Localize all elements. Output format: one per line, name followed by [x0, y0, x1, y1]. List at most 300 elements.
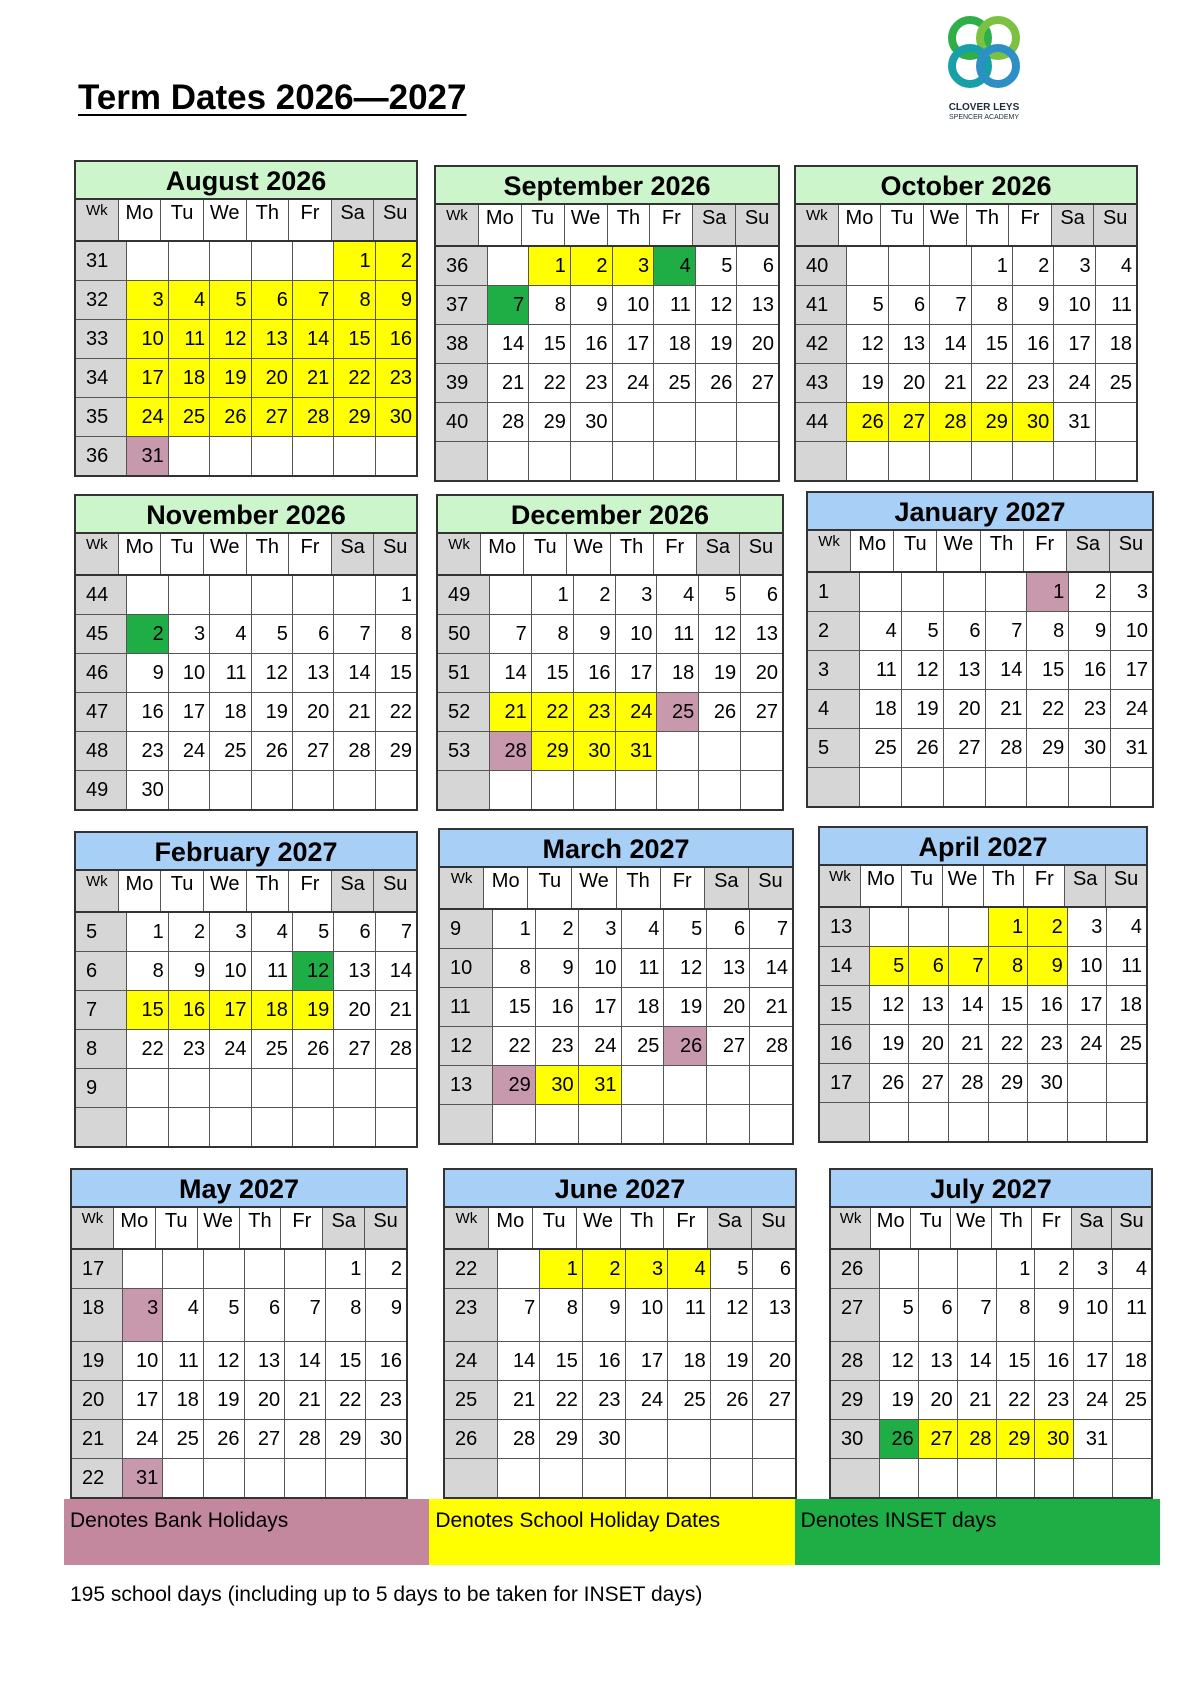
day-header: Th: [239, 1208, 281, 1248]
day-header: Mo: [488, 1208, 532, 1248]
day-cell: 1: [333, 242, 374, 280]
day-cell: 27: [251, 398, 292, 436]
week-row: [76, 398, 416, 437]
empty-day-cell: [162, 1250, 203, 1288]
day-cell: 4: [162, 1289, 203, 1341]
empty-day-cell: [209, 771, 250, 809]
day-cell: 13: [333, 952, 374, 990]
week-number: 40: [796, 247, 846, 285]
day-cell: 26: [251, 732, 292, 770]
empty-day-cell: [901, 768, 943, 806]
week-number-header: Wk: [831, 1208, 870, 1248]
empty-day-cell: [929, 247, 970, 285]
empty-day-cell: [710, 1420, 753, 1458]
day-header-row: [820, 866, 1146, 908]
day-header: Th: [991, 1208, 1031, 1248]
empty-day-cell: [573, 771, 615, 809]
day-cell: 15: [971, 325, 1012, 363]
week-row: [820, 1064, 1146, 1103]
empty-day-cell: [706, 1105, 749, 1143]
day-cell: 19: [203, 1381, 244, 1419]
week-number-header: Wk: [76, 871, 118, 911]
empty-day-cell: [251, 771, 292, 809]
day-cell: 17: [122, 1381, 163, 1419]
day-cell: 5: [292, 913, 333, 951]
day-cell: 11: [667, 1289, 710, 1341]
week-number: 38: [436, 325, 487, 363]
day-cell: 31: [1073, 1420, 1112, 1458]
empty-day-cell: [957, 1250, 996, 1288]
week-row: [72, 1420, 406, 1459]
week-row: [76, 1069, 416, 1108]
day-cell: 16: [126, 693, 167, 731]
week-row: [796, 325, 1136, 364]
day-header: Sa: [322, 1208, 364, 1248]
empty-day-cell: [943, 768, 985, 806]
day-header: Tu: [521, 205, 564, 245]
week-number: 47: [76, 693, 126, 731]
day-cell: 7: [333, 615, 374, 653]
empty-day-cell: [292, 242, 333, 280]
day-cell: 19: [292, 991, 333, 1029]
week-row: [808, 612, 1152, 651]
month-calendar: [74, 160, 418, 477]
day-cell: 18: [621, 988, 664, 1026]
empty-day-cell: [985, 768, 1027, 806]
day-cell: 25: [1095, 364, 1136, 402]
day-cell: 14: [487, 325, 529, 363]
week-row: [438, 693, 782, 732]
week-number: 5: [76, 913, 126, 951]
day-header-row: [76, 871, 416, 913]
empty-day-cell: [168, 437, 209, 475]
day-cell: 8: [988, 947, 1028, 985]
empty-day-cell: [284, 1459, 325, 1497]
day-cell: 2: [375, 242, 416, 280]
day-cell: 29: [492, 1066, 535, 1104]
day-header: Su: [1105, 866, 1146, 906]
day-cell: 24: [578, 1027, 621, 1065]
day-cell: 15: [531, 654, 573, 692]
day-cell: 25: [162, 1420, 203, 1458]
day-cell: 23: [168, 1030, 209, 1068]
week-row: [808, 651, 1152, 690]
day-header: We: [203, 200, 246, 240]
day-cell: 28: [948, 1064, 988, 1102]
day-cell: 29: [996, 1420, 1035, 1458]
empty-day-cell: [869, 1103, 909, 1141]
week-number-header: Wk: [438, 534, 480, 574]
empty-day-cell: [528, 442, 570, 480]
day-cell: 29: [539, 1420, 582, 1458]
empty-day-cell: [929, 442, 970, 480]
day-header: Th: [983, 866, 1024, 906]
week-number-header: Wk: [76, 534, 118, 574]
empty-day-cell: [901, 573, 943, 611]
day-cell: 6: [244, 1289, 285, 1341]
day-cell: 17: [612, 325, 654, 363]
day-cell: 16: [1012, 325, 1053, 363]
day-cell: 5: [663, 910, 706, 948]
week-row: [831, 1381, 1151, 1420]
day-cell: 28: [985, 729, 1027, 767]
day-cell: 4: [168, 281, 209, 319]
day-cell: 17: [1073, 1342, 1112, 1380]
week-number-header: Wk: [796, 205, 838, 245]
day-cell: 15: [988, 986, 1028, 1024]
day-cell: 22: [375, 693, 416, 731]
day-cell: 1: [492, 910, 535, 948]
day-cell: 4: [209, 615, 250, 653]
month-title: July 2027: [831, 1170, 1151, 1208]
day-cell: 23: [582, 1381, 625, 1419]
day-cell: 3: [168, 615, 209, 653]
week-row: [438, 771, 782, 809]
day-cell: 22: [1026, 690, 1068, 728]
day-cell: 9: [168, 952, 209, 990]
day-cell: 19: [663, 988, 706, 1026]
day-cell: 20: [251, 359, 292, 397]
empty-day-cell: [710, 1459, 753, 1497]
empty-day-cell: [292, 771, 333, 809]
day-cell: 28: [929, 403, 970, 441]
week-number: 27: [831, 1289, 879, 1341]
week-row: [72, 1342, 406, 1381]
empty-day-cell: [1027, 1103, 1067, 1141]
day-cell: 7: [489, 615, 531, 653]
empty-day-cell: [168, 1069, 209, 1107]
day-header: We: [576, 1208, 620, 1248]
day-header: Sa: [331, 534, 374, 574]
week-row: [76, 615, 416, 654]
week-row: [796, 247, 1136, 286]
week-row: [796, 442, 1136, 480]
day-cell: 22: [333, 359, 374, 397]
day-cell: 15: [528, 325, 570, 363]
day-cell: 26: [695, 364, 737, 402]
day-cell: 26: [663, 1027, 706, 1065]
day-header-row: [436, 205, 778, 247]
day-cell: 12: [663, 949, 706, 987]
day-cell: 17: [625, 1342, 668, 1380]
day-cell: 11: [656, 615, 698, 653]
day-cell: 1: [988, 908, 1028, 946]
week-number: 40: [436, 403, 487, 441]
day-cell: 10: [578, 949, 621, 987]
empty-day-cell: [489, 771, 531, 809]
day-cell: 25: [859, 729, 901, 767]
empty-day-cell: [656, 771, 698, 809]
day-cell: 8: [492, 949, 535, 987]
day-header: Mo: [478, 205, 521, 245]
empty-day-cell: [879, 1459, 918, 1497]
week-number: 32: [76, 281, 126, 319]
day-cell: 30: [582, 1420, 625, 1458]
day-cell: 5: [251, 615, 292, 653]
week-number: [445, 1459, 497, 1497]
week-number: 52: [438, 693, 489, 731]
empty-day-cell: [888, 247, 929, 285]
week-number: 3: [808, 651, 859, 689]
week-row: [796, 403, 1136, 442]
week-row: [820, 947, 1146, 986]
day-header: Tu: [880, 205, 923, 245]
empty-day-cell: [740, 732, 782, 770]
day-cell: 2: [582, 1250, 625, 1288]
day-header: Su: [1093, 205, 1136, 245]
day-cell: 10: [615, 615, 657, 653]
day-cell: 30: [573, 732, 615, 770]
day-cell: 22: [492, 1027, 535, 1065]
empty-day-cell: [333, 1069, 374, 1107]
empty-day-cell: [971, 442, 1012, 480]
week-number: 30: [831, 1420, 879, 1458]
day-header: We: [942, 866, 983, 906]
day-cell: 5: [695, 247, 737, 285]
week-number: 16: [820, 1025, 869, 1063]
day-cell: 11: [251, 952, 292, 990]
day-cell: 24: [612, 364, 654, 402]
week-row: [436, 247, 778, 286]
day-cell: 3: [209, 913, 250, 951]
day-header: Tu: [160, 534, 203, 574]
week-number: [440, 1105, 492, 1143]
month-calendar: [818, 826, 1148, 1143]
empty-day-cell: [698, 732, 740, 770]
day-cell: 25: [653, 364, 695, 402]
logo-name: CLOVER LEYS: [948, 102, 1020, 113]
empty-day-cell: [570, 442, 612, 480]
day-cell: 13: [244, 1342, 285, 1380]
day-header: We: [197, 1208, 239, 1248]
day-cell: 9: [1068, 612, 1110, 650]
day-cell: 28: [957, 1420, 996, 1458]
day-header: Mo: [860, 866, 901, 906]
empty-day-cell: [365, 1459, 406, 1497]
empty-day-cell: [749, 1105, 792, 1143]
day-cell: 6: [908, 947, 948, 985]
day-cell: 23: [1034, 1381, 1073, 1419]
day-cell: 6: [740, 576, 782, 614]
month-title: March 2027: [440, 830, 792, 868]
day-cell: 24: [1053, 364, 1094, 402]
day-cell: 13: [943, 651, 985, 689]
legend-school-holidays: Denotes School Holiday Dates: [429, 1499, 794, 1565]
day-cell: 5: [901, 612, 943, 650]
empty-day-cell: [888, 442, 929, 480]
week-row: [820, 986, 1146, 1025]
day-cell: 11: [859, 651, 901, 689]
day-cell: 7: [487, 286, 529, 324]
day-cell: 8: [971, 286, 1012, 324]
week-row: [436, 364, 778, 403]
day-cell: 24: [625, 1381, 668, 1419]
day-header: We: [936, 531, 979, 571]
day-cell: 25: [1112, 1381, 1151, 1419]
day-cell: 16: [582, 1342, 625, 1380]
day-cell: 9: [1027, 947, 1067, 985]
day-cell: 6: [888, 286, 929, 324]
week-number: 19: [72, 1342, 122, 1380]
day-header: Su: [748, 868, 792, 908]
empty-day-cell: [625, 1459, 668, 1497]
empty-day-cell: [908, 908, 948, 946]
day-cell: 21: [284, 1381, 325, 1419]
week-row: [831, 1459, 1151, 1497]
legend: [64, 1499, 1160, 1565]
day-header-row: [76, 200, 416, 242]
day-cell: 13: [752, 1289, 795, 1341]
day-cell: 24: [168, 732, 209, 770]
week-number: 36: [76, 437, 126, 475]
week-number: 44: [76, 576, 126, 614]
week-number: 22: [72, 1459, 122, 1497]
day-cell: 2: [1012, 247, 1053, 285]
day-cell: 11: [1106, 947, 1146, 985]
day-cell: 10: [168, 654, 209, 692]
day-cell: 8: [996, 1289, 1035, 1341]
day-cell: 2: [168, 913, 209, 951]
day-cell: 3: [612, 247, 654, 285]
day-cell: 26: [203, 1420, 244, 1458]
week-number: 13: [440, 1066, 492, 1104]
day-cell: 31: [578, 1066, 621, 1104]
day-cell: 7: [985, 612, 1027, 650]
empty-day-cell: [209, 576, 250, 614]
day-cell: 21: [749, 988, 792, 1026]
week-row: [76, 693, 416, 732]
week-number: 21: [72, 1420, 122, 1458]
day-cell: 27: [706, 1027, 749, 1065]
week-number: 46: [76, 654, 126, 692]
day-header: Tu: [910, 1208, 950, 1248]
empty-day-cell: [846, 442, 887, 480]
empty-day-cell: [653, 442, 695, 480]
empty-day-cell: [656, 732, 698, 770]
day-cell: 1: [531, 576, 573, 614]
day-cell: 29: [333, 398, 374, 436]
day-cell: 30: [365, 1420, 406, 1458]
day-cell: 5: [879, 1289, 918, 1341]
week-row: [440, 1027, 792, 1066]
day-header: Fr: [288, 534, 331, 574]
day-cell: 27: [943, 729, 985, 767]
week-row: [76, 1108, 416, 1146]
day-cell: 23: [1068, 690, 1110, 728]
day-header: We: [571, 868, 615, 908]
day-cell: 8: [1026, 612, 1068, 650]
day-cell: 12: [209, 320, 250, 358]
academy-logo: [932, 10, 1036, 136]
day-cell: 18: [656, 654, 698, 692]
day-cell: 26: [869, 1064, 909, 1102]
day-cell: 4: [653, 247, 695, 285]
day-cell: 25: [656, 693, 698, 731]
empty-day-cell: [251, 576, 292, 614]
day-header: We: [203, 871, 246, 911]
week-row: [436, 286, 778, 325]
day-cell: 23: [535, 1027, 578, 1065]
day-cell: 13: [908, 986, 948, 1024]
day-cell: 31: [126, 437, 167, 475]
day-cell: 14: [284, 1342, 325, 1380]
week-row: [72, 1250, 406, 1289]
empty-day-cell: [251, 1069, 292, 1107]
day-cell: 27: [908, 1064, 948, 1102]
day-cell: 7: [292, 281, 333, 319]
day-cell: 30: [535, 1066, 578, 1104]
day-cell: 20: [888, 364, 929, 402]
empty-day-cell: [244, 1459, 285, 1497]
week-row: [76, 952, 416, 991]
day-cell: 15: [375, 654, 416, 692]
empty-day-cell: [957, 1459, 996, 1497]
day-header: Th: [616, 868, 660, 908]
day-cell: 26: [710, 1381, 753, 1419]
empty-day-cell: [752, 1420, 795, 1458]
week-row: [72, 1459, 406, 1497]
day-cell: 18: [209, 693, 250, 731]
day-cell: 29: [531, 732, 573, 770]
week-row: [440, 1105, 792, 1143]
week-number: 8: [76, 1030, 126, 1068]
week-number: 51: [438, 654, 489, 692]
week-row: [76, 771, 416, 809]
day-cell: 15: [126, 991, 167, 1029]
day-cell: 18: [859, 690, 901, 728]
day-cell: 10: [1073, 1289, 1112, 1341]
week-row: [445, 1381, 795, 1420]
day-cell: 17: [126, 359, 167, 397]
day-cell: 31: [615, 732, 657, 770]
day-cell: 18: [1095, 325, 1136, 363]
week-row: [831, 1289, 1151, 1342]
week-row: [820, 908, 1146, 947]
day-cell: 29: [528, 403, 570, 441]
empty-day-cell: [333, 437, 374, 475]
day-cell: 8: [539, 1289, 582, 1341]
empty-day-cell: [489, 576, 531, 614]
empty-day-cell: [497, 1459, 540, 1497]
empty-day-cell: [918, 1459, 957, 1497]
day-header: Su: [735, 205, 778, 245]
day-cell: 28: [284, 1420, 325, 1458]
week-number: 10: [440, 949, 492, 987]
day-cell: 9: [365, 1289, 406, 1341]
empty-day-cell: [1110, 768, 1152, 806]
day-cell: 15: [996, 1342, 1035, 1380]
day-header: Su: [751, 1208, 795, 1248]
day-header: Tu: [155, 1208, 197, 1248]
day-header: Th: [610, 534, 653, 574]
week-number: 23: [445, 1289, 497, 1341]
day-cell: 24: [209, 1030, 250, 1068]
empty-day-cell: [168, 1108, 209, 1146]
clover-logo-icon: [942, 10, 1026, 94]
day-cell: 17: [168, 693, 209, 731]
empty-day-cell: [375, 1108, 416, 1146]
day-cell: 19: [698, 654, 740, 692]
day-header: Sa: [707, 1208, 751, 1248]
week-row: [76, 281, 416, 320]
empty-day-cell: [209, 1069, 250, 1107]
day-cell: 12: [869, 986, 909, 1024]
day-header: Mo: [118, 871, 161, 911]
day-cell: 3: [1073, 1250, 1112, 1288]
week-number: 17: [72, 1250, 122, 1288]
day-cell: 27: [752, 1381, 795, 1419]
day-cell: 27: [292, 732, 333, 770]
